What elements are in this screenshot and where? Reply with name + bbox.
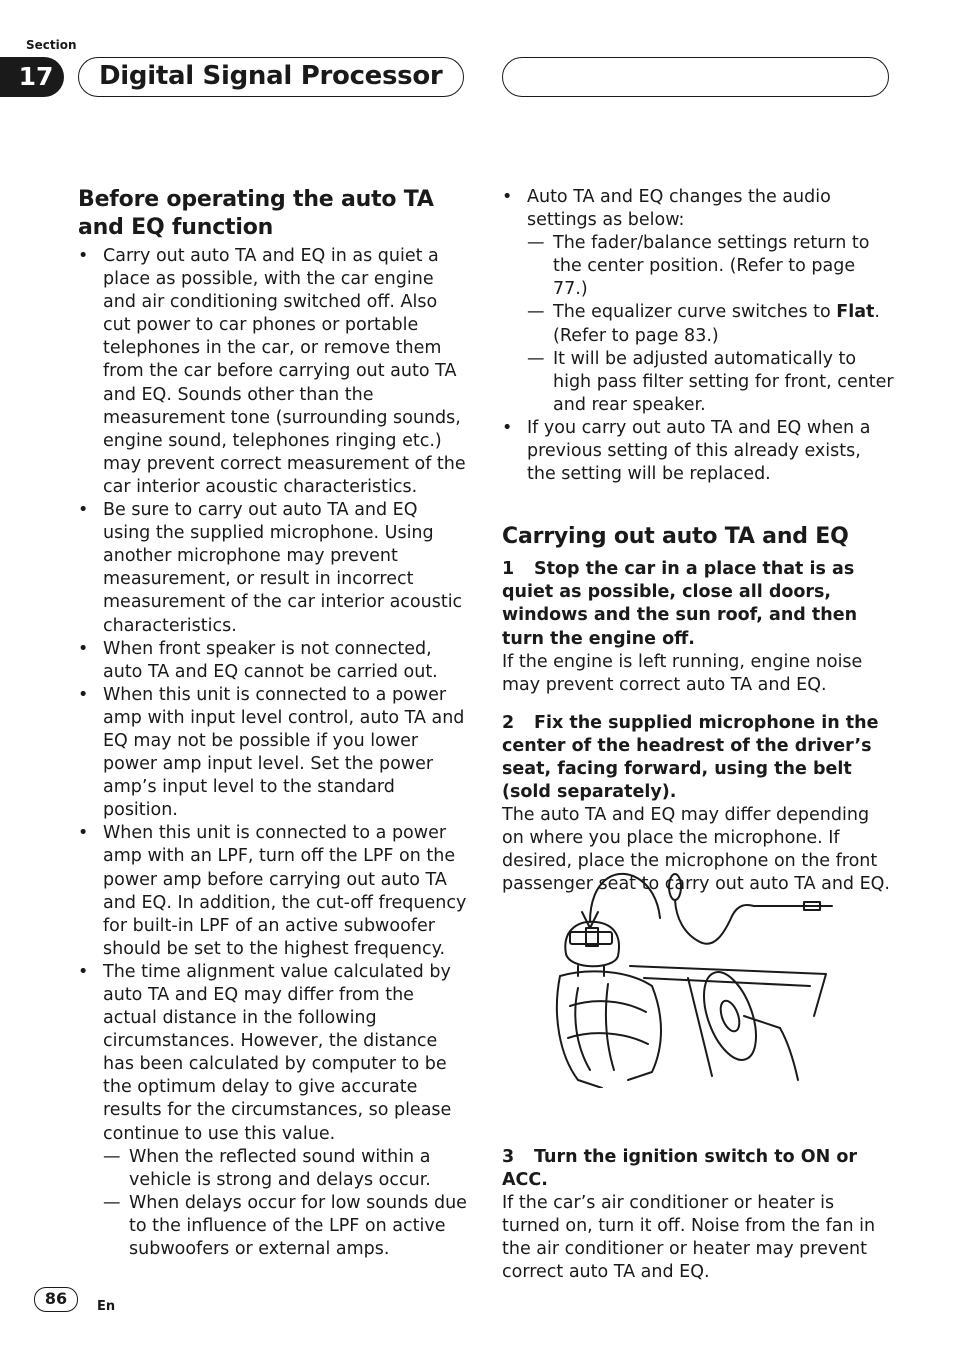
carrying-out-heading: Carrying out auto TA and EQ <box>502 524 849 550</box>
language-label: En <box>97 1299 116 1314</box>
step-3 <box>502 1146 894 1285</box>
list-item: — When delays occur for low sounds due to the influence of the LPF on active subwoofers or external amps. <box>103 1192 468 1261</box>
step-1 <box>502 558 894 697</box>
list-item: • Auto TA and EQ changes the audio settings as below: — The fader/balance settings return to the center position. (Refer to page 77.) — The equalizer curve switches to Flat. (Refer to page 83.) — It will be adjusted automatically to high pass filter setting for front, center and rear speaker. <box>502 186 894 417</box>
arrow-icon <box>590 874 660 922</box>
page-number: 86 <box>34 1287 78 1312</box>
microphone-placement-illustration <box>548 866 838 1088</box>
step-title: 3 Turn the ignition switch to ON or ACC. <box>502 1146 857 1190</box>
section-number-tab: 17 <box>0 57 64 97</box>
step-body: The auto TA and EQ may differ depending on where you place the microphone. If desired, place the microphone on the front passenger seat to carry out auto TA and EQ. <box>502 805 890 895</box>
list-item: • The time alignment value calculated by auto TA and EQ may differ from the actual distance in the following circumstances. However, the distance has been calculated by computer to be the optimum delay to give accurate results for the circumstances, so please continue to use this value. — When the reflected sound within a vehicle is strong and delays occur. — When delays occur for low sounds due to the influence of the LPF on active subwoofers or external amps. <box>78 961 468 1261</box>
list-item: • When this unit is connected to a power amp with input level control, auto TA and EQ may not be possible if you lower power amp input level. Set the power amp’s input level to the standard position. <box>78 684 468 823</box>
list-item: • Be sure to carry out auto TA and EQ using the supplied microphone. Using another microphone may prevent measurement, or result in incorrect measurement of the car interior acoustic characteristics. <box>78 499 468 638</box>
right-column <box>502 186 894 1284</box>
before-operating-heading: Before operating the auto TA and EQ function <box>78 187 434 240</box>
flat-setting-name: Flat <box>836 302 875 323</box>
list-item: — When the reflected sound within a vehicle is strong and delays occur. <box>103 1146 468 1192</box>
seat-icon <box>557 971 661 1088</box>
step-title: 1 Stop the car in a place that is as quiet as possible, close all doors, windows and the sun roof, and then turn the engine off. <box>502 559 858 649</box>
list-item: • When front speaker is not connected, auto TA and EQ cannot be carried out. <box>78 638 468 684</box>
list-item: • When this unit is connected to a power amp with an LPF, turn off the LPF on the power amp before carrying out auto TA and EQ. In addition, the cut-off frequency for built-in LPF of an active subwoofer should be set to the highest frequency. <box>78 822 468 961</box>
step-title: 2 Fix the supplied microphone in the center of the headrest of the driver’s seat, facing forward, using the belt (sold separately). <box>502 712 879 803</box>
list-item: • If you carry out auto TA and EQ when a previous setting of this already exists, the setting will be replaced. <box>502 417 894 486</box>
step-body: If the car’s air conditioner or heater is turned on, turn it off. Noise from the fan in the air conditioner or heater may prevent correct auto TA and EQ. <box>502 1192 876 1282</box>
step-body: If the engine is left running, engine noise may prevent correct auto TA and EQ. <box>502 651 863 695</box>
list-item: — The fader/balance settings return to the center position. (Refer to page 77.) <box>527 232 894 301</box>
list-item: — It will be adjusted automatically to high pass filter setting for front, center and rear speaker. <box>527 348 894 417</box>
list-item: • Carry out auto TA and EQ in as quiet a place as possible, with the car engine and air conditioning switched off. Also cut power to car phones or portable telephones in the car, or remove them from the car before carrying out auto TA and EQ. Sounds other than the measurement tone (surrounding sounds, engine sound, telephones ringing etc.) may prevent correct measurement of the car interior acoustic characteristics. <box>78 245 468 499</box>
settings-change-list <box>502 186 894 486</box>
microphone-icon <box>669 874 681 900</box>
list-item: — The equalizer curve switches to Flat. (Refer to page 83.) <box>527 301 894 347</box>
section-label: Section <box>26 38 77 52</box>
page-title: Digital Signal Processor <box>78 57 464 97</box>
header-empty-pill <box>502 57 889 97</box>
precautions-list <box>78 245 468 1261</box>
settings-change-sublist <box>527 232 894 417</box>
time-alignment-sublist <box>103 1146 468 1261</box>
left-column <box>78 186 468 1261</box>
